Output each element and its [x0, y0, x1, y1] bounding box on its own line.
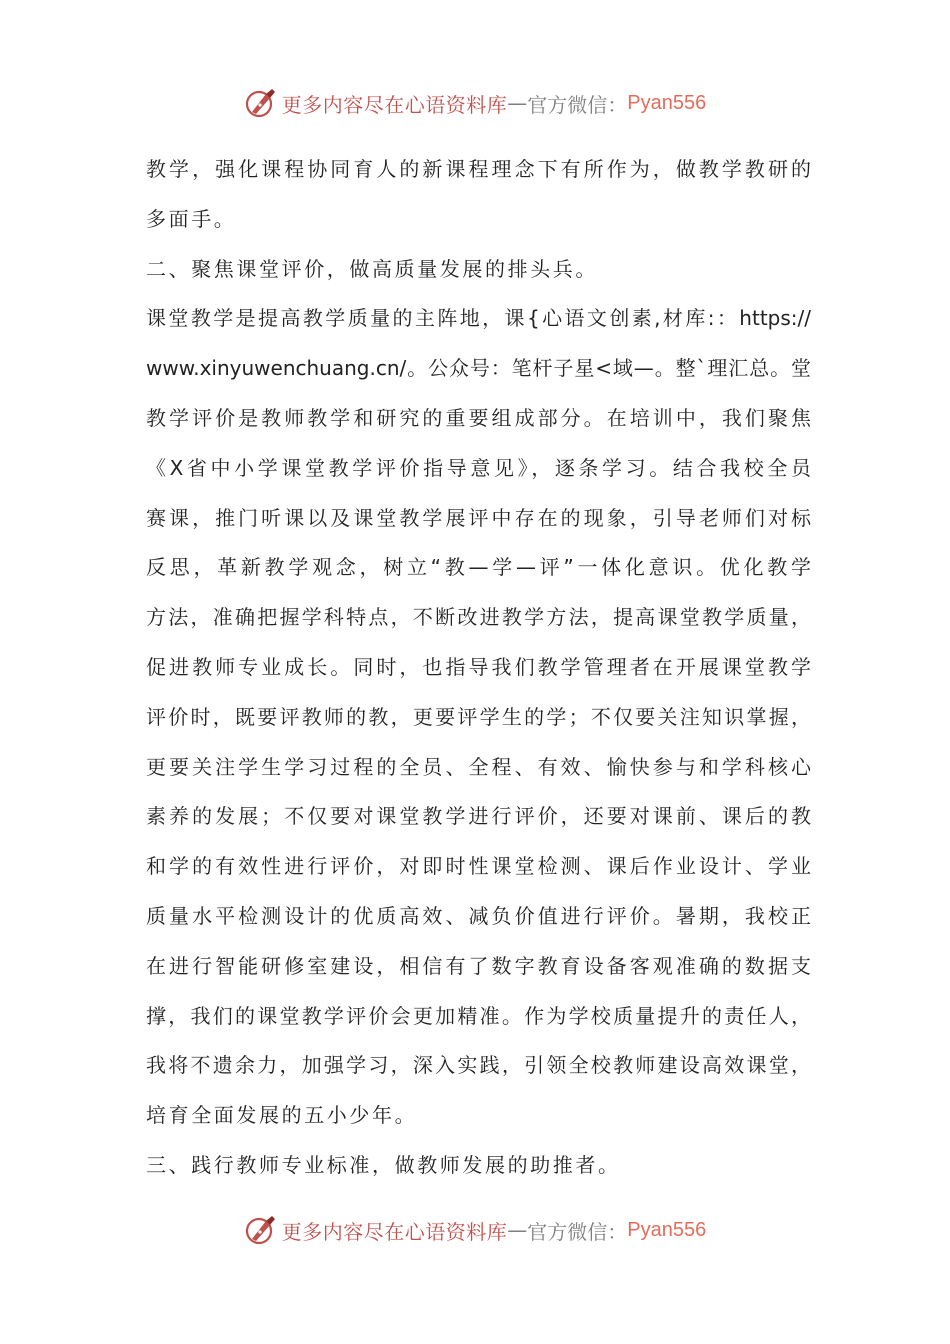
- section-heading: 二、聚焦课堂评价，做高质量发展的排头兵。: [146, 256, 598, 281]
- pen-nib-circle-icon: [244, 1213, 278, 1247]
- text-line: 更要关注学生学习过程的全员、全程、有效、愉快参与和学科核心: [146, 754, 811, 779]
- text-line: 撑，我们的课堂教学评价会更加精准。作为学校质量提升的责任人，: [146, 1003, 811, 1028]
- text-line: 教学，强化课程协同育人的新课程理念下有所作为，做教学教研的: [146, 157, 811, 181]
- text-line: 课堂教学是提高教学质量的主阵地，课{心语文创素,材库:：https://: [146, 306, 811, 331]
- brand-text: 更多内容尽在心语资料库: [281, 1219, 508, 1244]
- text-line: 和学的有效性进行评价，对即时性课堂检测、课后作业设计、学业: [146, 854, 811, 879]
- banner-dash: —: [507, 1218, 528, 1242]
- brand-text: 更多内容尽在心语资料库: [281, 92, 508, 117]
- header-banner: [0, 83, 950, 123]
- footer-banner: [0, 1210, 950, 1250]
- section-heading: 三、践行教师专业标准，做教师发展的助推者。: [146, 1152, 621, 1177]
- wechat-id: Pyan556: [627, 91, 707, 114]
- text-line: 在进行智能研修室建设，相信有了数字教育设备客观准确的数据支: [146, 953, 811, 978]
- wechat-label: 官方微信：: [527, 1219, 628, 1244]
- text-line: 反思，革新教学观念，树立“教—学—评”一体化意识。优化教学: [146, 555, 811, 580]
- wechat-id: Pyan556: [627, 1218, 707, 1241]
- text-line: 培育全面发展的五小少年。: [146, 1103, 418, 1128]
- text-line: 《X省中小学课堂教学评价指导意见》，逐条学习。结合我校全员: [146, 455, 811, 480]
- text-line: 评价时，既要评教师的教，更要评学生的学；不仅要关注知识掌握，: [146, 704, 811, 729]
- text-line: 赛课，推门听课以及课堂教学展评中存在的现象，引导老师们对标: [146, 505, 811, 530]
- document-body: [146, 145, 811, 1191]
- wechat-label: 官方微信：: [527, 92, 628, 117]
- text-line: 多面手。: [146, 206, 237, 231]
- banner-dash: —: [507, 91, 528, 115]
- text-line: 我将不遗余力，加强学习，深入实践，引领全校教师建设高效课堂，: [146, 1053, 811, 1078]
- pen-nib-circle-icon: [244, 86, 278, 120]
- text-line: 促进教师专业成长。同时，也指导我们教学管理者在开展课堂教学: [146, 654, 811, 679]
- text-line: www.xinyuwenchuang.cn/。公众号：笔杆子星<域—。整`理汇总。堂: [146, 356, 811, 381]
- text-line: 质量水平检测设计的优质高效、减负价值进行评价。暑期，我校正: [146, 903, 811, 928]
- text-line: 素养的发展；不仅要对课堂教学进行评价，还要对课前、课后的教: [146, 804, 811, 829]
- text-line: 教学评价是教师教学和研究的重要组成部分。在培训中，我们聚焦: [146, 405, 811, 430]
- text-line: 方法，准确把握学科特点，不断改进教学方法，提高课堂教学质量，: [146, 605, 811, 630]
